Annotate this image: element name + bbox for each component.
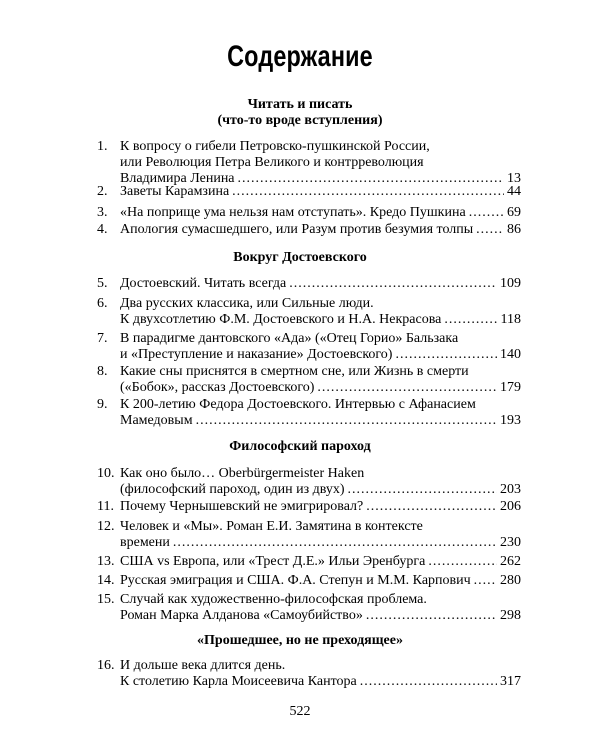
entry-text: Как оно было… Oberbürgermeister Haken <box>120 466 365 481</box>
entry-text: «На поприще ума нельзя нам отступать». Кредо Пушкина <box>120 205 466 220</box>
dot-leader <box>444 312 497 328</box>
entry-text: И дольше века длится день. <box>120 658 286 673</box>
entry-text: времени <box>120 535 170 550</box>
entry-text: Почему Чернышевский не эмигрировал? <box>120 499 364 514</box>
entry-text: К столетию Карла Моисеевича Кантора <box>120 674 357 689</box>
entry-text: Роман Марка Алданова «Самоубийство» <box>120 608 363 623</box>
entry-page: 109 <box>500 276 521 291</box>
dot-leader <box>360 674 497 690</box>
entry-page: 206 <box>500 499 521 514</box>
section-title: Вокруг Достоевского <box>233 250 367 265</box>
entry-number: 16. <box>97 658 115 673</box>
entry-number: 11. <box>97 499 114 514</box>
section-title: «Прошедшее, но не преходящее» <box>197 633 403 648</box>
dot-leader <box>289 276 497 292</box>
entry-text: и «Преступление и наказание» Достоевского) <box>120 347 393 362</box>
dot-leader <box>173 535 497 551</box>
entry-text: Заветы Карамзина <box>120 184 230 199</box>
dot-leader <box>232 184 504 200</box>
entry-number: 2. <box>97 184 108 199</box>
section-heading <box>0 633 600 649</box>
section-heading <box>0 439 600 455</box>
entry-text: Русская эмиграция и США. Ф.А. Степун и М.М. Карпович <box>120 573 471 588</box>
entry-text: К двухсотлетию Ф.М. Достоевского и Н.А. Некрасова <box>120 312 442 327</box>
dot-leader <box>395 347 497 363</box>
entry-page: 118 <box>500 312 521 327</box>
entry-text: Человек и «Мы». Роман Е.И. Замятина в контексте <box>120 519 423 534</box>
entry-page: 86 <box>507 222 521 237</box>
entry-page: 193 <box>500 413 521 428</box>
section-heading <box>0 250 600 266</box>
entry-text: («Бобок», рассказ Достоевского) <box>120 380 315 395</box>
dot-leader <box>366 608 497 624</box>
entry-number: 15. <box>97 592 115 607</box>
entry-number: 10. <box>97 466 115 481</box>
entry-page: 298 <box>500 608 521 623</box>
dot-leader <box>474 573 497 589</box>
section-title: Философский пароход <box>229 439 371 454</box>
entry-text: США vs Европа, или «Трест Д.Е.» Ильи Эренбурга <box>120 554 426 569</box>
entry-number: 5. <box>97 276 108 291</box>
page-number: 522 <box>289 704 311 719</box>
entry-number: 4. <box>97 222 108 237</box>
entry-page: 140 <box>500 347 521 362</box>
entry-text: Апология сумасшедшего, или Разум против безумия толпы <box>120 222 474 237</box>
entry-number: 1. <box>97 139 108 154</box>
entry-text: Случай как художественно-философская проблема. <box>120 592 427 607</box>
page-title: Содержание <box>227 40 373 73</box>
entry-number: 3. <box>97 205 108 220</box>
section-subtitle: (что-то вроде вступления) <box>217 113 383 128</box>
section-heading <box>0 97 600 129</box>
entry-page: 203 <box>500 482 521 497</box>
entry-page: 179 <box>500 380 521 395</box>
entry-number: 9. <box>97 397 108 412</box>
entry-number: 14. <box>97 573 115 588</box>
entry-text: (философский пароход, один из двух) <box>120 482 345 497</box>
dot-leader <box>366 499 497 515</box>
entry-page: 44 <box>507 184 521 199</box>
section-title: Читать и писать <box>247 97 353 112</box>
entry-text: Достоевский. Читать всегда <box>120 276 287 291</box>
entry-text: или Революция Петра Великого и контрреволюция <box>120 155 424 170</box>
entry-number: 8. <box>97 364 108 379</box>
entry-text: Владимира Ленина <box>120 171 235 186</box>
entry-page: 280 <box>500 573 521 588</box>
entry-number: 6. <box>97 296 108 311</box>
entry-number: 7. <box>97 331 108 346</box>
entry-number: 13. <box>97 554 115 569</box>
entry-text: К 200-летию Федора Достоевского. Интервью с Афанасием <box>120 397 476 412</box>
dot-leader <box>348 482 497 498</box>
entry-page: 262 <box>500 554 521 569</box>
entry-text: В парадигме дантовского «Ада» («Отец Горио» Бальзака <box>120 331 459 346</box>
entry-text: Мамедовым <box>120 413 193 428</box>
entry-page: 13 <box>507 171 521 186</box>
entry-page: 69 <box>507 205 521 220</box>
entry-text: Какие сны приснятся в смертном сне, или Жизнь в смерти <box>120 364 469 379</box>
dot-leader <box>428 554 497 570</box>
entry-text: Два русских классика, или Сильные люди. <box>120 296 374 311</box>
entry-number: 12. <box>97 519 115 534</box>
dot-leader <box>196 413 497 429</box>
dot-leader <box>317 380 497 396</box>
dot-leader <box>469 205 504 221</box>
dot-leader <box>476 222 504 238</box>
entry-page: 230 <box>500 535 521 550</box>
entry-page: 317 <box>500 674 521 689</box>
entry-text: К вопросу о гибели Петровско-пушкинской России, <box>120 139 430 154</box>
